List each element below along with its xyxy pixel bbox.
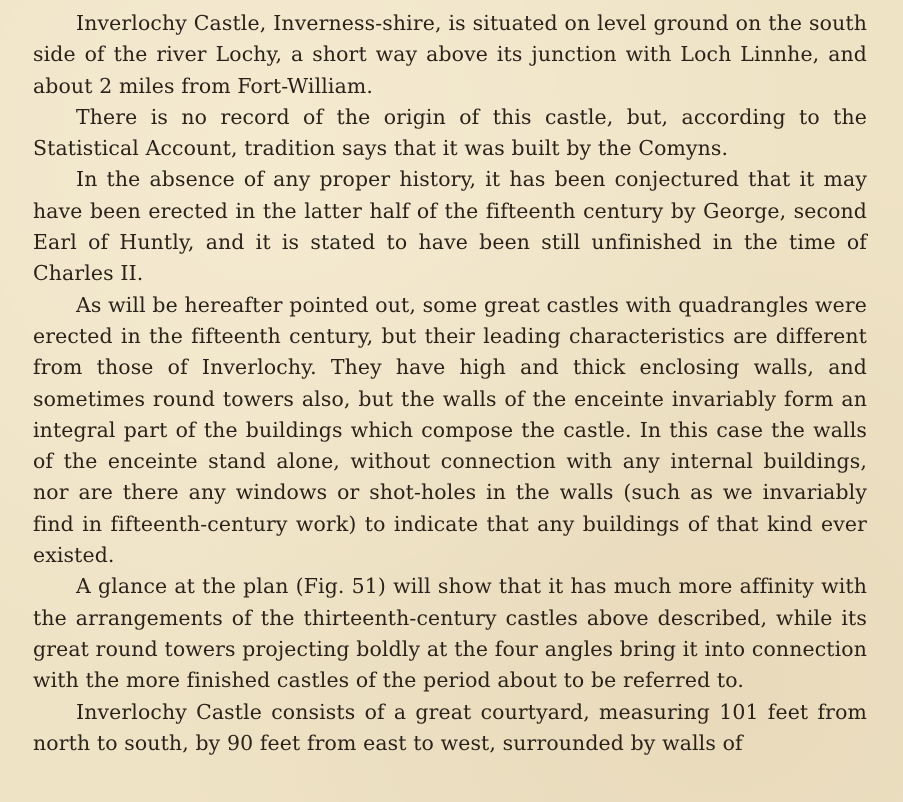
paragraph-courtyard: Inverlochy Castle consists of a great courtyard, measuring 101 feet from north to south, by 90 feet from east to west, surrounded by walls of <box>33 699 867 755</box>
paragraph-origin: There is no record of the origin of this castle, but, according to the Statistical Account, tradition says that it was built by the Comyns. <box>33 104 867 161</box>
paragraph-plan: A glance at the plan (Fig. 51) will show that it has much more affinity with the arrangements of the thirteenth-century castles above described, while its great round towers projecting boldly at the four angles bring it into connection with the more finished castles of the period about to be referred to. <box>33 574 867 693</box>
document-body <box>33 8 867 759</box>
paragraph-history: In the absence of any proper history, it has been conjectured that it may have been erected in the latter half of the fifteenth century by George, second Earl of Huntly, and it is stated to have been still unfinished in the time of Charles II. <box>33 167 867 286</box>
paragraph-comparison: As will be hereafter pointed out, some great castles with quadrangles were erected in the fifteenth century, but their leading characteristics are different from those of Inverlochy. They have high and thick enclosing walls, and sometimes round towers also, but the walls of the enceinte invariably form an integral part of the buildings which compose the castle. In this case the walls of the enceinte stand alone, without connection with any internal buildings, nor are there any windows or shot-holes in the walls (such as we invariably find in fifteenth-century work) to indicate that any buildings of that kind ever existed. <box>33 292 867 568</box>
paragraph-location: Inverlochy Castle, Inverness-shire, is situated on level ground on the south side of the river Lochy, a short way above its junction with Loch Linnhe, and about 2 miles from Fort-William. <box>33 11 867 98</box>
